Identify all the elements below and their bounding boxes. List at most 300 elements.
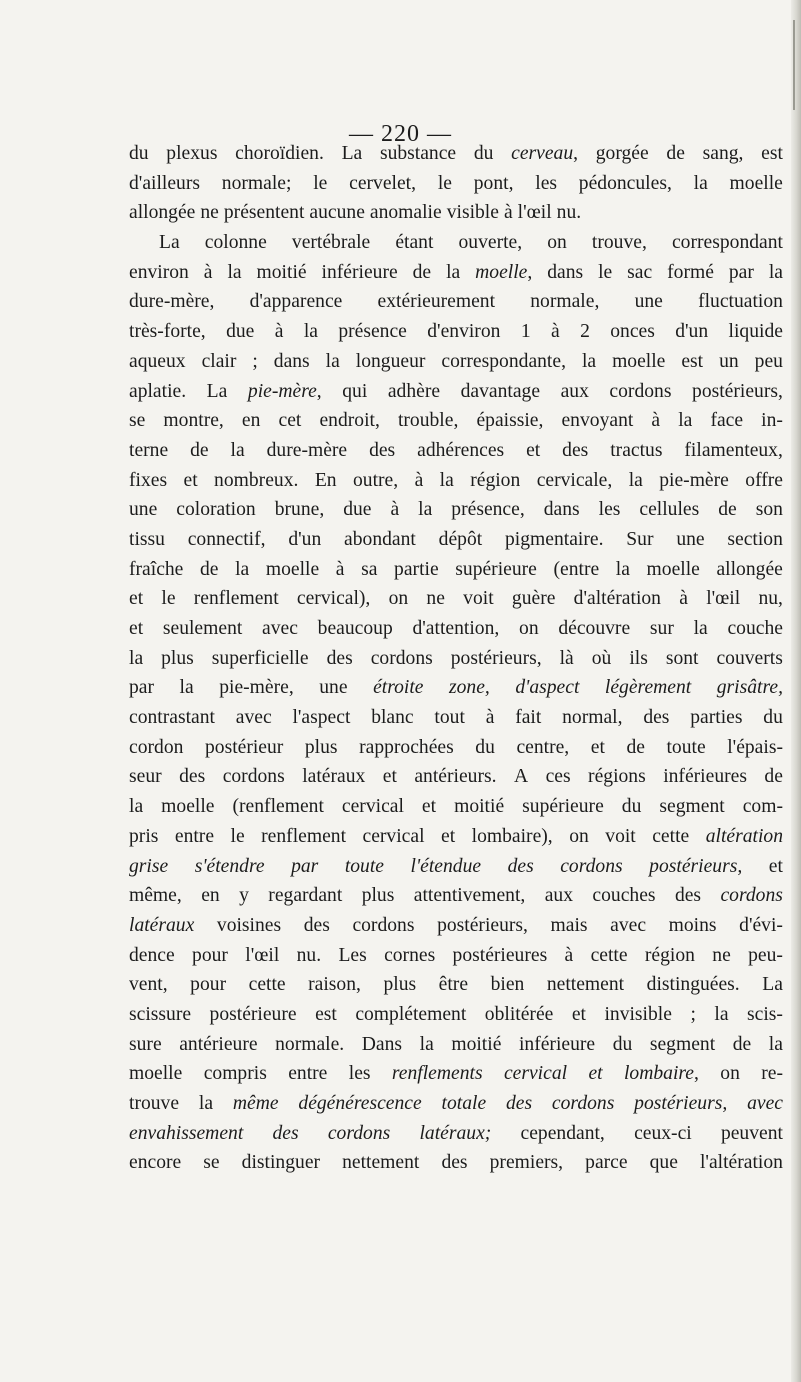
word: en xyxy=(201,885,220,907)
word: lombaire, xyxy=(623,1063,699,1085)
word: les xyxy=(535,172,558,194)
word: oblitérée xyxy=(484,1003,554,1025)
word: plus xyxy=(304,736,338,758)
word: longueur xyxy=(355,350,426,372)
word: cervical xyxy=(362,825,425,847)
word: est xyxy=(315,1003,337,1025)
word: zone, xyxy=(449,677,490,699)
word: à xyxy=(564,944,574,966)
word: la xyxy=(714,1003,729,1025)
word: filamenteux, xyxy=(684,439,783,461)
word: rapprochées xyxy=(359,736,454,758)
word: très-forte, xyxy=(129,321,206,343)
word: par xyxy=(291,855,319,877)
word: l'étendue xyxy=(410,855,482,877)
word: beaucoup xyxy=(317,618,393,639)
word: adhère xyxy=(387,380,441,402)
word: antérieurs. xyxy=(414,766,497,788)
word: scissure xyxy=(129,1003,192,1025)
word: nombreux. xyxy=(214,469,299,491)
word: la xyxy=(446,261,461,283)
word: encore xyxy=(129,1152,182,1174)
word: couverts xyxy=(716,647,783,669)
word: cependant, xyxy=(520,1122,605,1144)
word: davantage xyxy=(460,380,541,402)
word: voit xyxy=(605,825,636,847)
word: choroïdien. xyxy=(235,143,324,164)
word: d'aspect xyxy=(515,677,580,699)
word: normale. xyxy=(275,1033,345,1055)
word: Dans xyxy=(361,1033,403,1055)
word: extérieurement xyxy=(377,291,496,313)
word: ouverte, xyxy=(458,232,523,254)
word: invisible xyxy=(604,1003,672,1025)
word: cette xyxy=(590,944,628,966)
word: envoyant xyxy=(561,410,634,432)
text-line xyxy=(129,941,783,971)
word: fait xyxy=(515,707,542,729)
word: la xyxy=(419,1033,434,1055)
word: cordons xyxy=(551,1093,615,1114)
word: pédoncules, xyxy=(578,172,672,194)
word: sac xyxy=(627,261,653,283)
word: même xyxy=(232,1093,279,1114)
word: distinguer xyxy=(241,1152,321,1174)
word: une xyxy=(319,677,348,699)
text-line xyxy=(129,377,783,407)
word: envahissement xyxy=(129,1122,244,1144)
word: entre xyxy=(288,1063,328,1085)
word: et xyxy=(768,855,783,877)
word: contrastant xyxy=(129,707,215,729)
word: connectif, xyxy=(187,528,266,550)
word: du xyxy=(763,707,783,729)
word: postérieurs, xyxy=(634,1093,728,1114)
word: peu xyxy=(754,350,783,372)
word: à xyxy=(390,499,400,521)
word: et xyxy=(526,439,541,461)
word: adhérences xyxy=(417,439,505,461)
word: toute xyxy=(666,736,706,758)
word: du xyxy=(621,796,642,818)
word: postérieurs, xyxy=(437,914,528,936)
word: la xyxy=(129,647,144,669)
word: cordons xyxy=(327,1122,391,1144)
word: des xyxy=(562,439,589,461)
word: d'un xyxy=(288,528,322,550)
word: tractus xyxy=(610,439,663,461)
word: couche xyxy=(727,618,783,639)
word: région xyxy=(470,469,521,491)
word: de xyxy=(732,1033,752,1055)
word: plus xyxy=(383,974,417,996)
word: la xyxy=(179,677,194,699)
word: in- xyxy=(761,410,783,432)
word: com- xyxy=(742,796,783,818)
word: pont, xyxy=(473,172,514,194)
word: son xyxy=(755,499,783,521)
word: pie-mère, xyxy=(247,380,322,402)
word: voit xyxy=(463,588,494,610)
word: dence xyxy=(129,944,175,966)
page-number: — 220 — xyxy=(349,121,452,147)
word: vertébrale xyxy=(291,232,371,254)
word: un xyxy=(719,350,739,372)
word: 1 xyxy=(520,321,531,343)
text-line xyxy=(129,1089,783,1119)
word: dépôt xyxy=(438,528,483,550)
word: et xyxy=(588,1063,603,1085)
word: la xyxy=(581,350,597,372)
text-line xyxy=(129,852,783,882)
word: pigmentaire. xyxy=(505,528,604,550)
word: une xyxy=(676,528,705,550)
word: dans xyxy=(547,261,584,283)
word: épaissie, xyxy=(476,410,544,432)
word: cordons xyxy=(720,885,783,907)
word: l'œil xyxy=(245,944,280,966)
word: tissu xyxy=(129,528,165,550)
word: on xyxy=(569,825,589,847)
word: postérieure xyxy=(209,1003,297,1025)
word: de xyxy=(626,736,645,758)
word: est xyxy=(681,350,704,372)
word: due xyxy=(226,321,255,343)
word: correspondante, xyxy=(441,350,566,372)
word: à xyxy=(274,321,284,343)
word: cervical xyxy=(503,1063,568,1085)
word: face xyxy=(710,410,744,432)
word: de xyxy=(764,766,783,788)
word: la xyxy=(693,172,708,194)
word: premiers, xyxy=(489,1152,564,1174)
word: supérieure xyxy=(522,796,604,818)
word: et xyxy=(590,736,605,758)
word: inférieure xyxy=(518,1033,596,1055)
word: à xyxy=(485,707,495,729)
word: et xyxy=(441,825,456,847)
word: segment xyxy=(649,1033,716,1055)
text-line xyxy=(129,584,783,614)
word: normale, xyxy=(530,291,600,313)
word: cette xyxy=(652,825,690,847)
text-line xyxy=(129,703,783,733)
word: d'environ xyxy=(427,321,501,343)
word: qui xyxy=(342,380,368,402)
word: trouve xyxy=(129,1093,180,1114)
word: coloration xyxy=(176,499,256,521)
word: cordons xyxy=(370,647,433,669)
word: des xyxy=(369,439,396,461)
word: cervicale, xyxy=(536,469,613,491)
word: sa xyxy=(361,558,378,580)
word: la xyxy=(198,1093,214,1114)
text-line xyxy=(129,436,783,466)
word: postérieur xyxy=(204,736,284,758)
word: pour xyxy=(192,944,228,966)
word: d'attention, xyxy=(412,618,500,639)
word: aplatie. xyxy=(129,380,187,402)
word: ne xyxy=(200,202,219,224)
word: dure-mère, xyxy=(129,291,215,313)
word: avec xyxy=(610,914,647,936)
word: moitié xyxy=(256,261,307,283)
word: une xyxy=(129,499,158,521)
word: outre, xyxy=(352,469,399,491)
text-line xyxy=(129,317,783,347)
word: aux xyxy=(544,885,574,907)
word: ces xyxy=(545,766,571,788)
word: région xyxy=(644,944,695,966)
word: le xyxy=(437,172,452,194)
body-text xyxy=(129,139,783,1178)
word: colonne xyxy=(204,232,267,254)
word: l'œil xyxy=(517,202,552,224)
word: moelle xyxy=(265,558,320,580)
word: latéraux xyxy=(129,914,195,936)
word: le xyxy=(313,172,328,194)
word: des xyxy=(272,1122,299,1144)
word: environ xyxy=(129,261,189,283)
word: que xyxy=(649,1152,678,1174)
word: la xyxy=(678,410,693,432)
word: légèrement xyxy=(604,677,692,699)
word: des xyxy=(179,766,206,788)
word: normale; xyxy=(221,172,292,194)
word: Sur xyxy=(626,528,654,550)
text-line xyxy=(129,287,783,317)
word: à xyxy=(651,410,661,432)
word: on xyxy=(519,618,539,639)
word: peuvent xyxy=(720,1122,783,1144)
word: dans xyxy=(273,350,310,372)
text-line xyxy=(129,762,783,792)
word: la xyxy=(235,558,250,580)
word: segment xyxy=(659,796,725,818)
word: du xyxy=(612,1033,633,1055)
text-line xyxy=(129,792,783,822)
word: grise xyxy=(129,855,169,877)
word: tout xyxy=(434,707,465,729)
word: trouve, xyxy=(591,232,647,254)
word: moelle xyxy=(729,172,783,194)
word: à xyxy=(335,558,345,580)
word: présence xyxy=(338,321,407,343)
word: même, xyxy=(129,885,182,907)
word: la xyxy=(303,321,318,343)
word: A xyxy=(513,766,529,788)
word: allongée xyxy=(129,202,196,224)
text-line xyxy=(129,258,783,288)
word: superficielle xyxy=(211,647,309,669)
word: les xyxy=(598,499,621,521)
text-line xyxy=(129,822,783,852)
word: aux xyxy=(560,380,589,402)
word: trouble, xyxy=(397,410,459,432)
word: on xyxy=(388,588,409,610)
word: section xyxy=(727,528,783,550)
word: La xyxy=(206,380,228,402)
word: des xyxy=(441,1152,468,1174)
word: se xyxy=(129,410,146,432)
word: sang, xyxy=(702,143,744,164)
word: et xyxy=(129,618,144,639)
word: cervelet, xyxy=(349,172,417,194)
word: les xyxy=(348,1063,371,1085)
word: cette xyxy=(248,974,286,996)
word: dans xyxy=(543,499,580,521)
word: en xyxy=(241,410,261,432)
text-line xyxy=(129,495,783,525)
text-line xyxy=(129,169,783,199)
word: endroit, xyxy=(319,410,380,432)
word: on xyxy=(720,1063,740,1085)
word: pris xyxy=(129,825,159,847)
word: là xyxy=(559,647,574,669)
word: la xyxy=(230,439,245,461)
word: à xyxy=(414,469,424,491)
word: la xyxy=(615,558,630,580)
text-line xyxy=(129,970,783,1000)
word: se xyxy=(203,1152,220,1174)
word: guère xyxy=(511,588,556,610)
word: on xyxy=(547,232,567,254)
word: abondant xyxy=(344,528,416,550)
word: postérieurs, xyxy=(450,647,542,669)
word: (entre xyxy=(553,558,600,580)
word: moitié xyxy=(451,1033,502,1055)
word: centre, xyxy=(516,736,570,758)
word: par xyxy=(129,677,155,699)
word: où xyxy=(591,647,612,669)
word: re- xyxy=(761,1063,783,1085)
word: compris xyxy=(203,1063,267,1085)
word: aqueux xyxy=(129,350,186,372)
word: découvre xyxy=(558,618,631,639)
word: liquide xyxy=(728,321,783,343)
text-line xyxy=(129,1148,783,1178)
word: la xyxy=(418,499,433,521)
word: postérieurs, xyxy=(692,380,783,402)
word: La xyxy=(762,974,783,996)
word: ; xyxy=(690,1003,696,1025)
word: due xyxy=(343,499,372,521)
word: nu. xyxy=(296,944,322,966)
word: seulement xyxy=(162,618,243,639)
word: moelle xyxy=(161,796,215,818)
word: fixes xyxy=(129,469,168,491)
word: cordons xyxy=(560,855,623,877)
word: couches xyxy=(592,885,656,907)
text-line xyxy=(129,673,783,703)
word: cordon xyxy=(129,736,184,758)
word: le xyxy=(161,588,176,610)
word: cordons xyxy=(609,380,672,402)
word: de xyxy=(190,439,209,461)
word: La xyxy=(159,232,180,254)
word: présence, xyxy=(451,499,525,521)
word: des xyxy=(643,707,670,729)
text-line xyxy=(129,733,783,763)
word: pie-mère, xyxy=(219,677,294,699)
word: entre xyxy=(174,825,215,847)
word: pie-mère xyxy=(659,469,729,491)
word: et xyxy=(421,796,437,818)
word: complétement xyxy=(355,1003,467,1025)
word: le xyxy=(598,261,613,283)
word: de xyxy=(412,261,432,283)
word: dure-mère xyxy=(266,439,348,461)
word: correspondant xyxy=(671,232,783,254)
word: latéraux; xyxy=(419,1122,492,1144)
word: sur xyxy=(649,618,674,639)
word: du xyxy=(473,143,494,164)
word: blanc xyxy=(371,707,414,729)
word: altération xyxy=(705,825,783,847)
word: à xyxy=(679,588,688,610)
word: parties xyxy=(690,707,743,729)
word: antérieure xyxy=(179,1033,258,1055)
word: cerveau, xyxy=(511,143,579,164)
word: être xyxy=(438,974,469,996)
word: cervical xyxy=(341,796,404,818)
word: régions xyxy=(588,766,646,788)
word: moins xyxy=(668,914,717,936)
word: scis- xyxy=(747,1003,783,1025)
text-line xyxy=(129,406,783,436)
word: cornes xyxy=(384,944,436,966)
word: Les xyxy=(338,944,367,966)
word: plus xyxy=(361,885,395,907)
word: étroite xyxy=(373,677,424,699)
word: et xyxy=(571,1003,586,1025)
word: fraîche xyxy=(129,558,184,580)
word: ne xyxy=(712,944,731,966)
word: allongée xyxy=(716,558,783,580)
text-line xyxy=(129,614,783,644)
word: l'épais- xyxy=(727,736,783,758)
word: du xyxy=(475,736,495,758)
word: anomalie xyxy=(369,202,442,224)
word: mais xyxy=(550,914,588,936)
word: voisines xyxy=(216,914,282,936)
word: inférieure xyxy=(321,261,398,283)
text-line xyxy=(129,881,783,911)
word: cellules xyxy=(639,499,700,521)
word: nu. xyxy=(556,202,582,224)
word: de xyxy=(718,499,737,521)
word: moelle xyxy=(646,558,700,580)
word: normal, xyxy=(562,707,623,729)
word: de xyxy=(666,143,685,164)
word: des xyxy=(507,855,534,877)
word: s'étendre xyxy=(194,855,265,877)
word: postérieures xyxy=(452,944,548,966)
word: et xyxy=(382,766,397,788)
word: formé xyxy=(667,261,714,283)
word: sure xyxy=(129,1033,162,1055)
word: des xyxy=(674,885,702,907)
word: raison, xyxy=(308,974,361,996)
word: et xyxy=(183,469,198,491)
word: distinguées. xyxy=(646,974,740,996)
word: moelle xyxy=(612,350,666,372)
word: bien xyxy=(490,974,525,996)
word: à xyxy=(503,202,513,224)
word: latéraux xyxy=(302,766,366,788)
word: nettement xyxy=(342,1152,420,1174)
word: d'altération xyxy=(573,588,661,610)
